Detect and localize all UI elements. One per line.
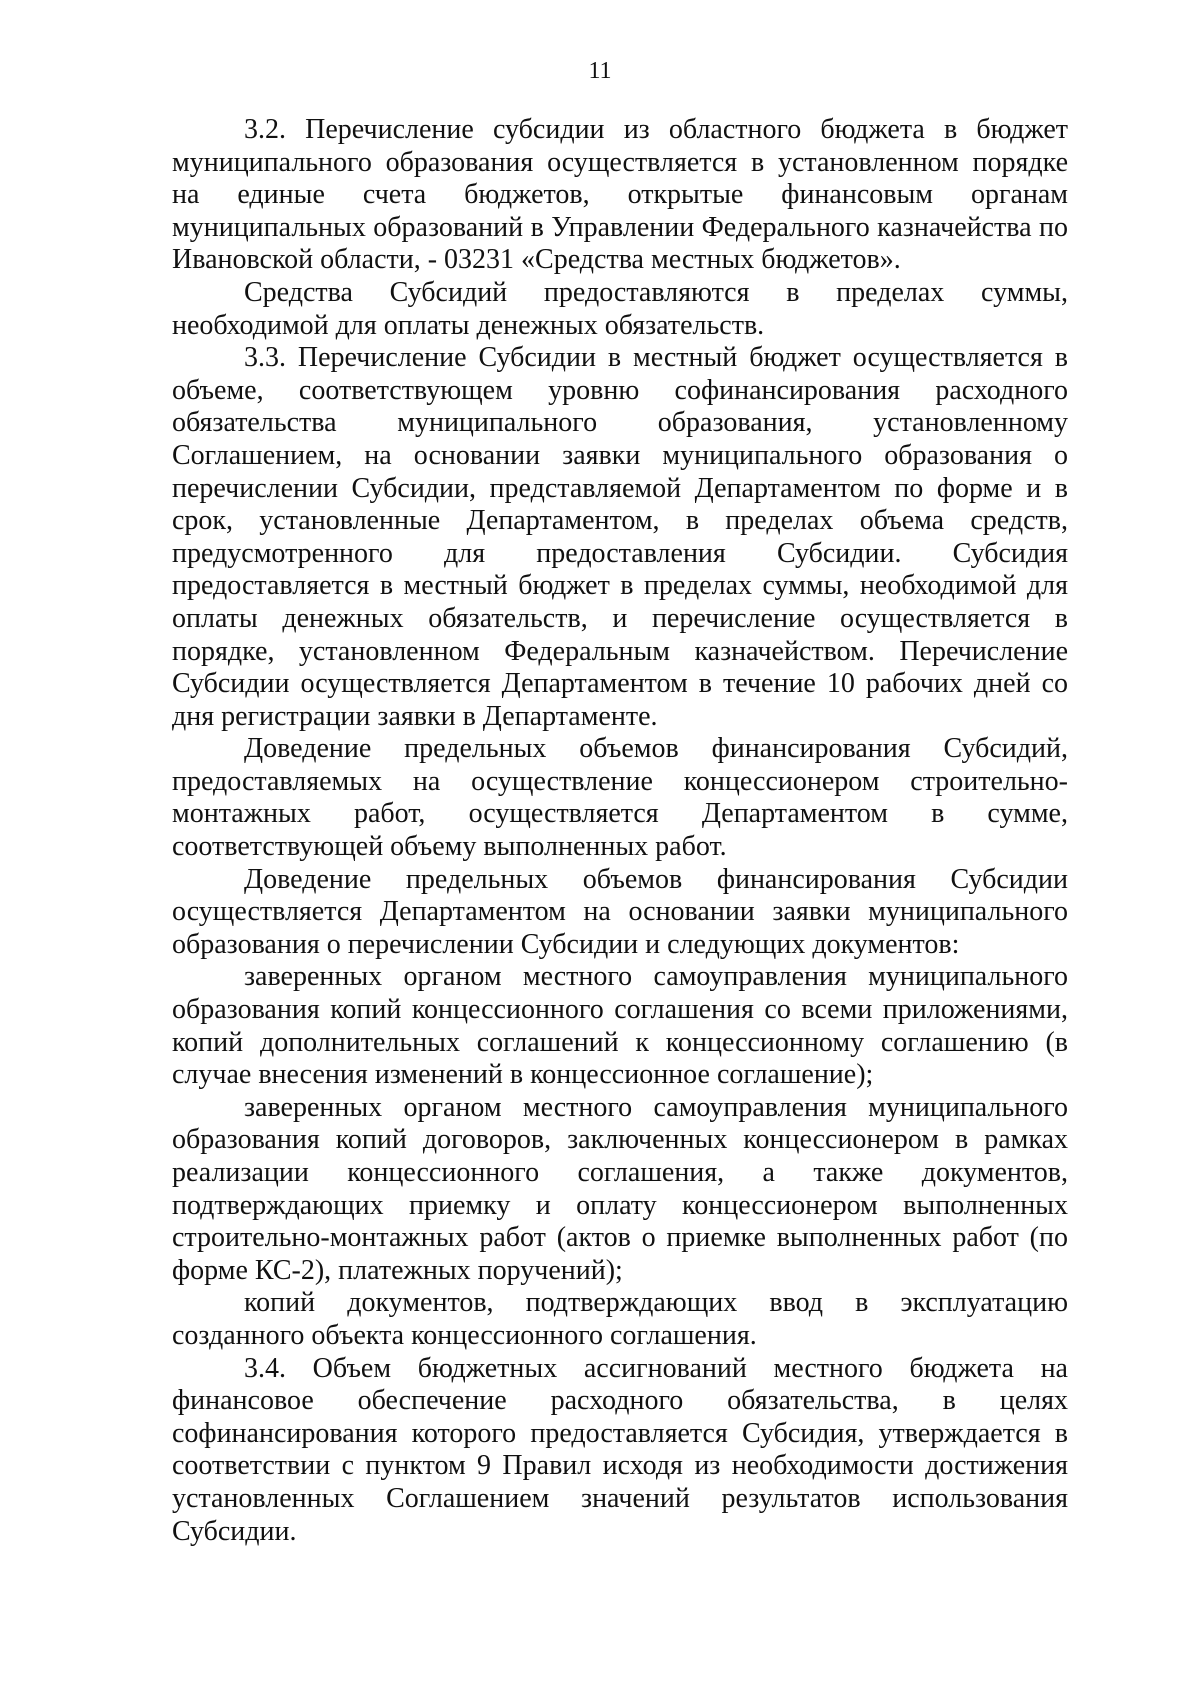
paragraph-3-3: 3.3. Перечисление Субсидии в местный бюджет осуществляется в объеме, соответствующем уровню софинансирования расходного обязательства муниципального образования, установленному Соглашением, на основании заявки муниципального образования о перечислении Субсидии, представляемой Департаментом по форме и в срок, установленные Департаментом, в пределах объема средств, предусмотренного для предоставления Субсидии. Субсидия предоставляется в местный бюджет в пределах суммы, необходимой для оплаты денежных обязательств, и перечисление осуществляется в порядке, установленном Федеральным казначейством. Перечисление Субсидии осуществляется Департаментом в течение 10 рабочих дней со дня регистрации заявки в Департаменте. [172,342,1068,732]
list-item-commissioning-documents: копий документов, подтверждающих ввод в эксплуатацию созданного объекта концессионного соглашения. [172,1287,1068,1351]
document-body [172,114,1068,1548]
paragraph-3-4: 3.4. Объем бюджетных ассигнований местного бюджета на финансовое обеспечение расходного обязательства, в целях софинансирования которого предоставляется Субсидия, утверждается в соответствии с пунктом 9 Правил исходя из необходимости достижения установленных Соглашением значений результатов использования Субсидии. [172,1352,1068,1547]
page-number: 11 [588,58,612,84]
paragraph-funding-limits-documents: Доведение предельных объемов финансирования Субсидии осуществляется Департаментом на основании заявки муниципального образования о перечислении Субсидии и следующих документов: [172,863,1068,960]
paragraph-funding-limits-construction: Доведение предельных объемов финансирования Субсидий, предоставляемых на осуществление концессионером строительно-монтажных работ, осуществляется Департаментом в сумме, соответствующей объему выполненных работ. [172,733,1068,863]
paragraph-subsidy-funds: Средства Субсидий предоставляются в пределах суммы, необходимой для оплаты денежных обязательств. [172,276,1068,341]
list-item-contract-copies: заверенных органом местного самоуправления муниципального образования копий договоров, заключенных концессионером в рамках реализации концессионного соглашения, а также документов, подтверждающих приемку и оплату концессионером выполненных строительно-монтажных работ (актов о приемке выполненных работ (по форме КС-2), платежных поручений); [172,1091,1068,1286]
paragraph-3-2: 3.2. Перечисление субсидии из областного бюджета в бюджет муниципального образования осуществляется в установленном порядке на единые счета бюджетов, открытые финансовым органам муниципальных образований в Управлении Федерального казначейства по Ивановской области, - 03231 «Средства местных бюджетов». [172,114,1068,276]
list-item-concession-agreement-copies: заверенных органом местного самоуправления муниципального образования копий концессионного соглашения со всеми приложениями, копий дополнительных соглашений к концессионному соглашению (в случае внесения изменений в концессионное соглашение); [172,961,1068,1091]
